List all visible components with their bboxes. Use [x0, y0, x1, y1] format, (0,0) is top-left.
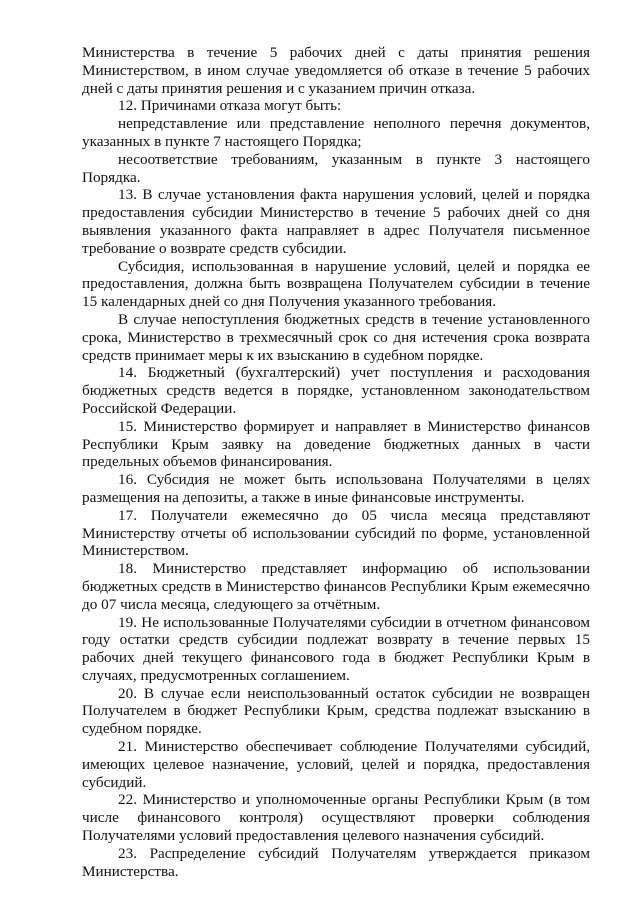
paragraph-21: 21. Министерство обеспечивает соблюдение Получателями субсидий, имеющих целевое назначение, условий, целей и порядка, предоставления субсидий. — [82, 738, 590, 791]
paragraph-14: 14. Бюджетный (бухгалтерский) учет поступления и расходования бюджетных средств ведется в порядке, установленном законодательством Российской Федерации. — [82, 364, 590, 417]
paragraph-13-recovery: В случае непоступления бюджетных средств в течение установленного срока, Министерство в трехмесячный срок со дня истечения срока возврата средств принимает меры к их взысканию в судебном порядке. — [82, 310, 590, 364]
paragraph-12-item-2: несоответствие требованиям, указанным в пункте 3 настоящего Порядка. — [82, 150, 590, 186]
paragraph-19: 19. Не использованные Получателями субсидии в отчетном финансовом году остатки средств субсидии подлежат возврату в течение первых 15 рабочих дней текущего финансового года в бюджет Республики Крым в случаях, предусмотренных соглашением. — [82, 613, 590, 684]
paragraph-16: 16. Субсидия не может быть использована Получателями в целях размещения на депозиты, а также в иные финансовые инструменты. — [82, 471, 590, 506]
paragraph-12-item-1: непредставление или представление неполного перечня документов, указанных в пункте 7 настоящего Порядка; — [82, 115, 590, 150]
paragraph-continuation: Министерства в течение 5 рабочих дней с даты принятия решения Министерством, в ином случае уведомляется об отказе в течение 5 рабочих дней с даты принятия решения и с указанием причин отказа. — [82, 44, 590, 97]
paragraph-23: 23. Распределение субсидий Получателям утверждается приказом Министерства. — [82, 844, 590, 880]
paragraph-12-heading: 12. Причинами отказа могут быть: — [118, 97, 342, 115]
paragraph-15: 15. Министерство формирует и направляет в Министерство финансов Республики Крым заявку на доведение бюджетных данных в части предельных объемов финансирования. — [82, 417, 590, 471]
paragraph-13: 13. В случае установления факта нарушения условий, целей и порядка предоставления субсидии Министерство в течение 5 рабочих дней со дня выявления указанного факта направляет в адрес Получателя письменное требование о возврате средств субсидии. — [82, 186, 590, 257]
document-page — [82, 44, 590, 880]
paragraph-18: 18. Министерство представляет информацию об использовании бюджетных средств в Министерство финансов Республики Крым ежемесячно до 07 числа месяца, следующего за отчётным. — [82, 560, 590, 613]
paragraph-17: 17. Получатели ежемесячно до 05 числа месяца представляют Министерству отчеты об использовании субсидий по форме, установленной Министерством. — [82, 506, 590, 560]
paragraph-22: 22. Министерство и уполномоченные органы Республики Крым (в том числе финансового контроля) осуществляют проверки соблюдения Получателями условий предоставления целевого назначения субсидий. — [82, 791, 590, 845]
paragraph-13-return: Субсидия, использованная в нарушение условий, целей и порядка ее предоставления, должна быть возвращена Получателем субсидии в течение 15 календарных дней со дня Получения указанного требования. — [82, 257, 590, 311]
paragraph-20: 20. В случае если неиспользованный остаток субсидии не возвращен Получателем в бюджет Республики Крым, средства подлежат взысканию в судебном порядке. — [82, 684, 590, 738]
